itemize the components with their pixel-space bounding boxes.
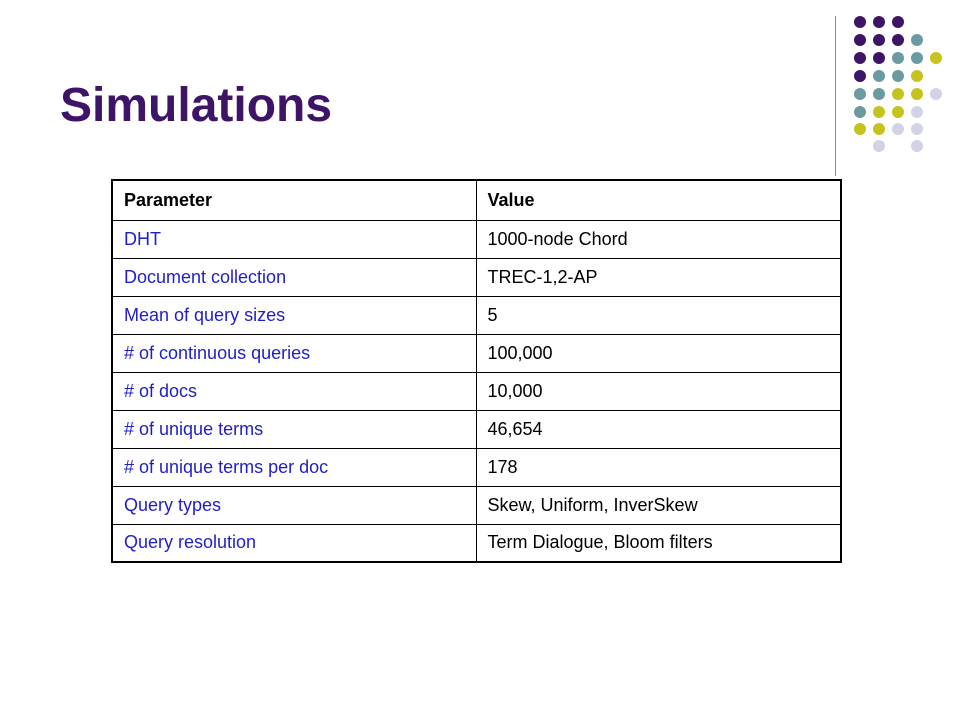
decorative-dot <box>873 123 885 135</box>
value-cell: 46,654 <box>476 410 841 448</box>
value-cell: 10,000 <box>476 372 841 410</box>
decorative-dot <box>873 140 885 152</box>
decorative-dot <box>854 16 866 28</box>
value-cell: 178 <box>476 448 841 486</box>
parameter-cell: # of docs <box>112 372 476 410</box>
decorative-dot <box>911 106 923 118</box>
header-value: Value <box>476 180 841 220</box>
decorative-dot <box>930 88 942 100</box>
table-row <box>112 334 841 372</box>
value-cell: 5 <box>476 296 841 334</box>
parameter-cell: Query resolution <box>112 524 476 562</box>
decorative-dot <box>854 70 866 82</box>
table-row <box>112 258 841 296</box>
decorative-dot <box>911 70 923 82</box>
decorative-dot <box>892 106 904 118</box>
parameter-cell: # of unique terms <box>112 410 476 448</box>
decorative-dot <box>873 88 885 100</box>
decorative-dot <box>854 123 866 135</box>
decorative-dot <box>854 88 866 100</box>
parameter-cell: Query types <box>112 486 476 524</box>
decorative-dot <box>873 52 885 64</box>
decorative-dot <box>854 34 866 46</box>
decorative-dot <box>892 16 904 28</box>
table-row <box>112 220 841 258</box>
decorative-dot <box>873 16 885 28</box>
parameter-cell: # of continuous queries <box>112 334 476 372</box>
header-parameter: Parameter <box>112 180 476 220</box>
decorative-dot <box>911 140 923 152</box>
decorative-dot <box>930 52 942 64</box>
value-cell: Term Dialogue, Bloom filters <box>476 524 841 562</box>
value-cell: 1000-node Chord <box>476 220 841 258</box>
decorative-dot <box>911 52 923 64</box>
decorative-dot <box>892 34 904 46</box>
table-header-row <box>112 180 841 220</box>
decorative-dot <box>873 70 885 82</box>
value-cell: 100,000 <box>476 334 841 372</box>
decorative-dot <box>873 106 885 118</box>
parameter-cell: DHT <box>112 220 476 258</box>
table-row <box>112 486 841 524</box>
value-cell: Skew, Uniform, InverSkew <box>476 486 841 524</box>
parameter-cell: Document collection <box>112 258 476 296</box>
slide-title: Simulations <box>60 79 333 132</box>
table-row <box>112 524 841 562</box>
decorative-dot <box>892 123 904 135</box>
table-row <box>112 296 841 334</box>
decorative-dot <box>854 52 866 64</box>
decorative-dot <box>892 70 904 82</box>
parameter-cell: Mean of query sizes <box>112 296 476 334</box>
value-cell: TREC-1,2-AP <box>476 258 841 296</box>
parameters-table <box>111 179 842 563</box>
decorative-dot <box>873 34 885 46</box>
vertical-divider <box>835 16 836 176</box>
table-row <box>112 372 841 410</box>
table-row <box>112 448 841 486</box>
decorative-dot <box>911 88 923 100</box>
table-row <box>112 410 841 448</box>
decorative-dot <box>854 106 866 118</box>
decorative-dot <box>892 88 904 100</box>
decorative-dot <box>911 34 923 46</box>
parameter-cell: # of unique terms per doc <box>112 448 476 486</box>
decorative-dot <box>892 52 904 64</box>
decorative-dot <box>911 123 923 135</box>
